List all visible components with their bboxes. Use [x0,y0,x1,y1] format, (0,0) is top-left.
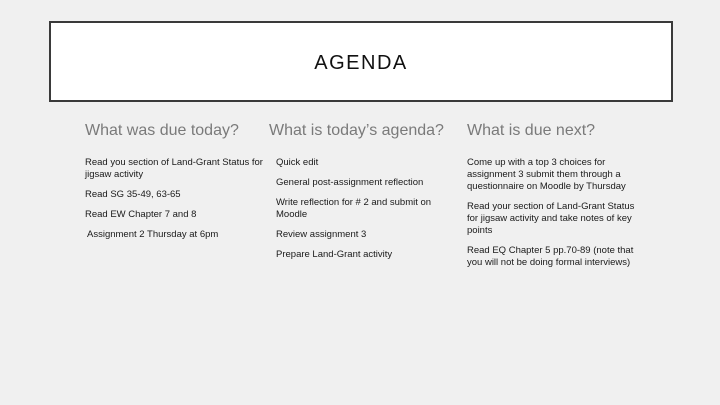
slide-title-box [49,21,673,102]
list-item: Read your section of Land-Grant Status for jigsaw activity and take notes of key points [467,201,635,236]
list-item: General post-assignment reflection [276,177,424,188]
list-item: Read SG 35-49, 63-65 [85,189,181,200]
column-heading: What was due today? [85,122,239,139]
list-item: Come up with a top 3 choices for assignment 3 submit them through a questionnaire on Moodle by Thursday [467,157,626,192]
list-item: Assignment 2 Thursday at 6pm [87,229,219,240]
column-due-today [85,121,265,249]
list-item: Review assignment 3 [276,229,367,240]
list-item: Prepare Land-Grant activity [276,249,393,260]
column-heading: What is today’s agenda? [269,122,444,139]
list-item: Quick edit [276,157,319,168]
item-list [269,157,454,261]
list-item: Read you section of Land-Grant Status for jigsaw activity [85,157,263,180]
column-todays-agenda [269,121,454,269]
column-due-next [467,121,637,277]
item-list [85,157,265,241]
list-item: Read EW Chapter 7 and 8 [85,209,197,220]
list-item: Read EQ Chapter 5 pp.70-89 (note that you will not be doing formal interviews) [467,245,634,268]
list-item: Write reflection for # 2 and submit on Moodle [276,197,432,220]
slide-title: AGENDA [314,51,408,74]
column-heading: What is due next? [467,122,596,139]
item-list [467,157,637,269]
